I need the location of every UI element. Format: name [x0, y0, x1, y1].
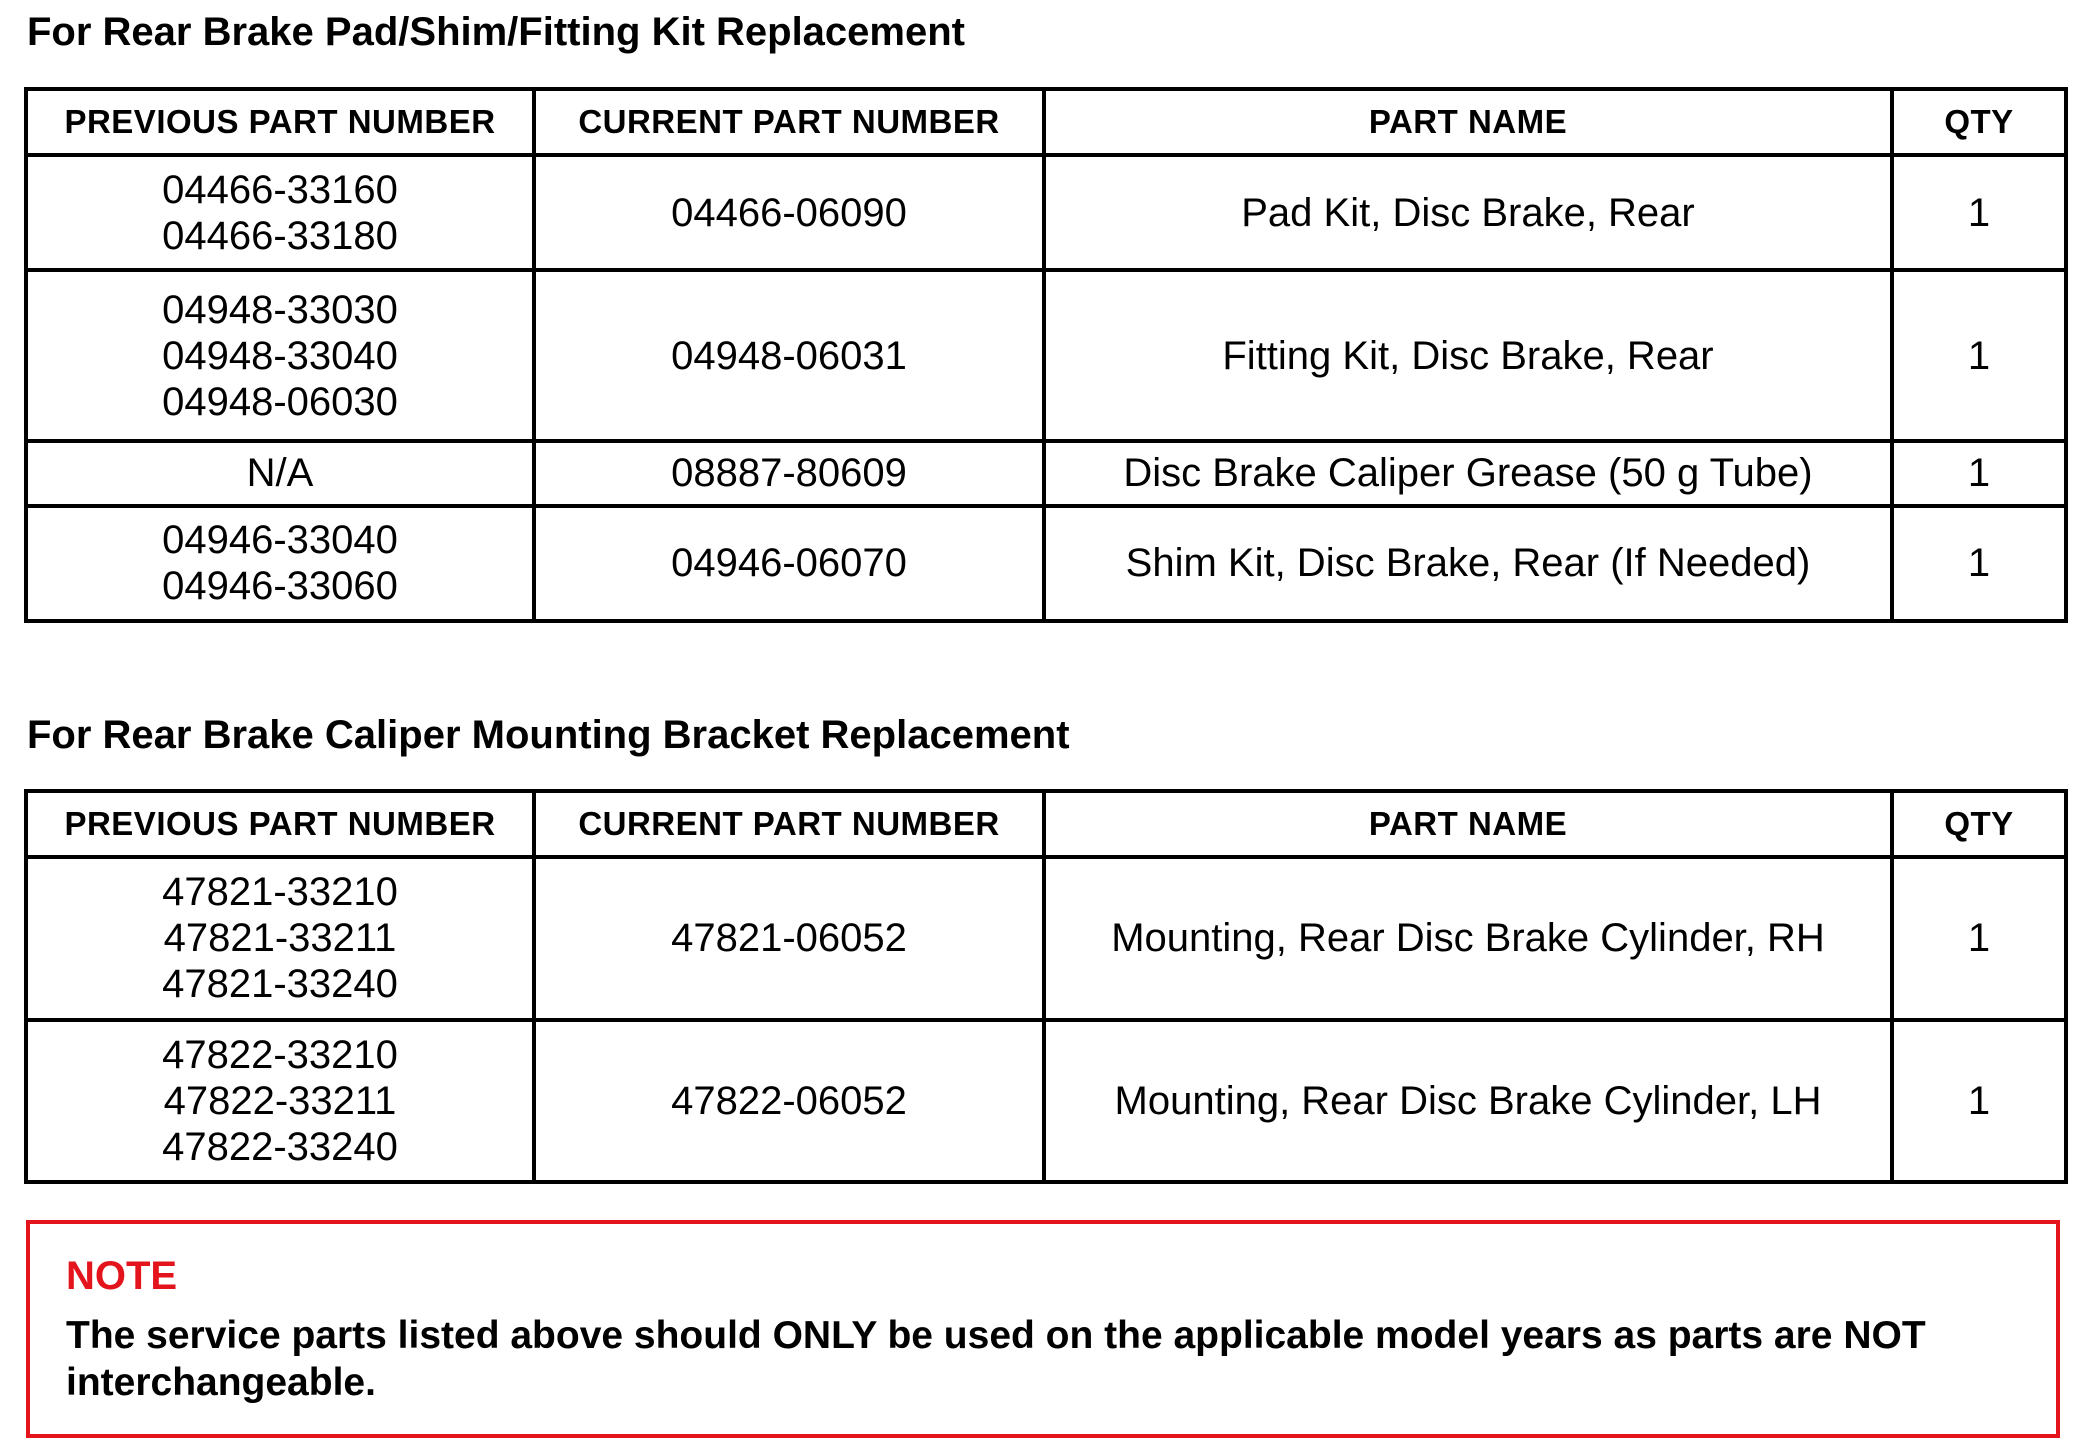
previous-part-numbers — [26, 270, 534, 441]
previous-part-number: 04466-33180 — [162, 213, 398, 258]
previous-part-number: 47822-33240 — [162, 1124, 398, 1169]
table-row — [26, 270, 2066, 441]
previous-part-number: 47821-33240 — [162, 962, 398, 1007]
header-previous-part-number: PREVIOUS PART NUMBER — [26, 791, 534, 857]
part-name: Mounting, Rear Disc Brake Cylinder, RH — [1044, 857, 1892, 1020]
part-name: Shim Kit, Disc Brake, Rear (If Needed) — [1044, 506, 1892, 621]
previous-part-number: 04946-33060 — [162, 564, 398, 609]
table-row — [26, 155, 2066, 270]
quantity: 1 — [1892, 506, 2066, 621]
part-name: Disc Brake Caliper Grease (50 g Tube) — [1044, 441, 1892, 506]
note-label: NOTE — [66, 1254, 178, 1298]
previous-part-numbers — [26, 506, 534, 621]
header-part-name: PART NAME — [1044, 89, 1892, 155]
note-box — [26, 1220, 2060, 1438]
previous-part-numbers — [26, 441, 534, 506]
part-name: Fitting Kit, Disc Brake, Rear — [1044, 270, 1892, 441]
header-part-name: PART NAME — [1044, 791, 1892, 857]
previous-part-number: 47821-33210 — [162, 870, 398, 915]
header-previous-part-number: PREVIOUS PART NUMBER — [26, 89, 534, 155]
current-part-number: 04946-06070 — [534, 506, 1044, 621]
parts-table-mounting-bracket — [24, 789, 2068, 1184]
previous-part-numbers — [26, 155, 534, 270]
quantity: 1 — [1892, 857, 2066, 1020]
part-name: Pad Kit, Disc Brake, Rear — [1044, 155, 1892, 270]
note-text: The service parts listed above should ONLY be used on the applicable model years as parts are NOT interchangeable. — [66, 1314, 1926, 1404]
previous-part-number: 04948-33040 — [162, 333, 398, 378]
previous-part-number: 47821-33211 — [163, 916, 397, 961]
previous-part-number: 04466-33160 — [162, 167, 398, 212]
table-header-row — [26, 791, 2066, 857]
previous-part-number: 47822-33210 — [162, 1032, 398, 1077]
previous-part-number: N/A — [246, 451, 314, 496]
quantity: 1 — [1892, 1020, 2066, 1183]
current-part-number: 04948-06031 — [534, 270, 1044, 441]
current-part-number: 04466-06090 — [534, 155, 1044, 270]
table-header-row — [26, 89, 2066, 155]
previous-part-numbers — [26, 1020, 534, 1183]
table-row — [26, 506, 2066, 621]
table-row — [26, 1020, 2066, 1183]
section-title-mounting-bracket: For Rear Brake Caliper Mounting Bracket Replacement — [27, 713, 1070, 757]
current-part-number: 08887-80609 — [534, 441, 1044, 506]
previous-part-number: 04946-33040 — [162, 518, 398, 563]
header-current-part-number: CURRENT PART NUMBER — [534, 89, 1044, 155]
table-row — [26, 441, 2066, 506]
header-qty: QTY — [1892, 791, 2066, 857]
header-qty: QTY — [1892, 89, 2066, 155]
current-part-number: 47821-06052 — [534, 857, 1044, 1020]
quantity: 1 — [1892, 270, 2066, 441]
current-part-number: 47822-06052 — [534, 1020, 1044, 1183]
previous-part-number: 04948-33030 — [162, 287, 398, 332]
quantity: 1 — [1892, 155, 2066, 270]
section-title-pad-kit: For Rear Brake Pad/Shim/Fitting Kit Replacement — [27, 10, 965, 54]
previous-part-numbers — [26, 857, 534, 1020]
quantity: 1 — [1892, 441, 2066, 506]
previous-part-number: 04948-06030 — [162, 379, 398, 424]
previous-part-number: 47822-33211 — [163, 1078, 397, 1123]
table-row — [26, 857, 2066, 1020]
parts-table-pad-kit — [24, 87, 2068, 623]
part-name: Mounting, Rear Disc Brake Cylinder, LH — [1044, 1020, 1892, 1183]
header-current-part-number: CURRENT PART NUMBER — [534, 791, 1044, 857]
